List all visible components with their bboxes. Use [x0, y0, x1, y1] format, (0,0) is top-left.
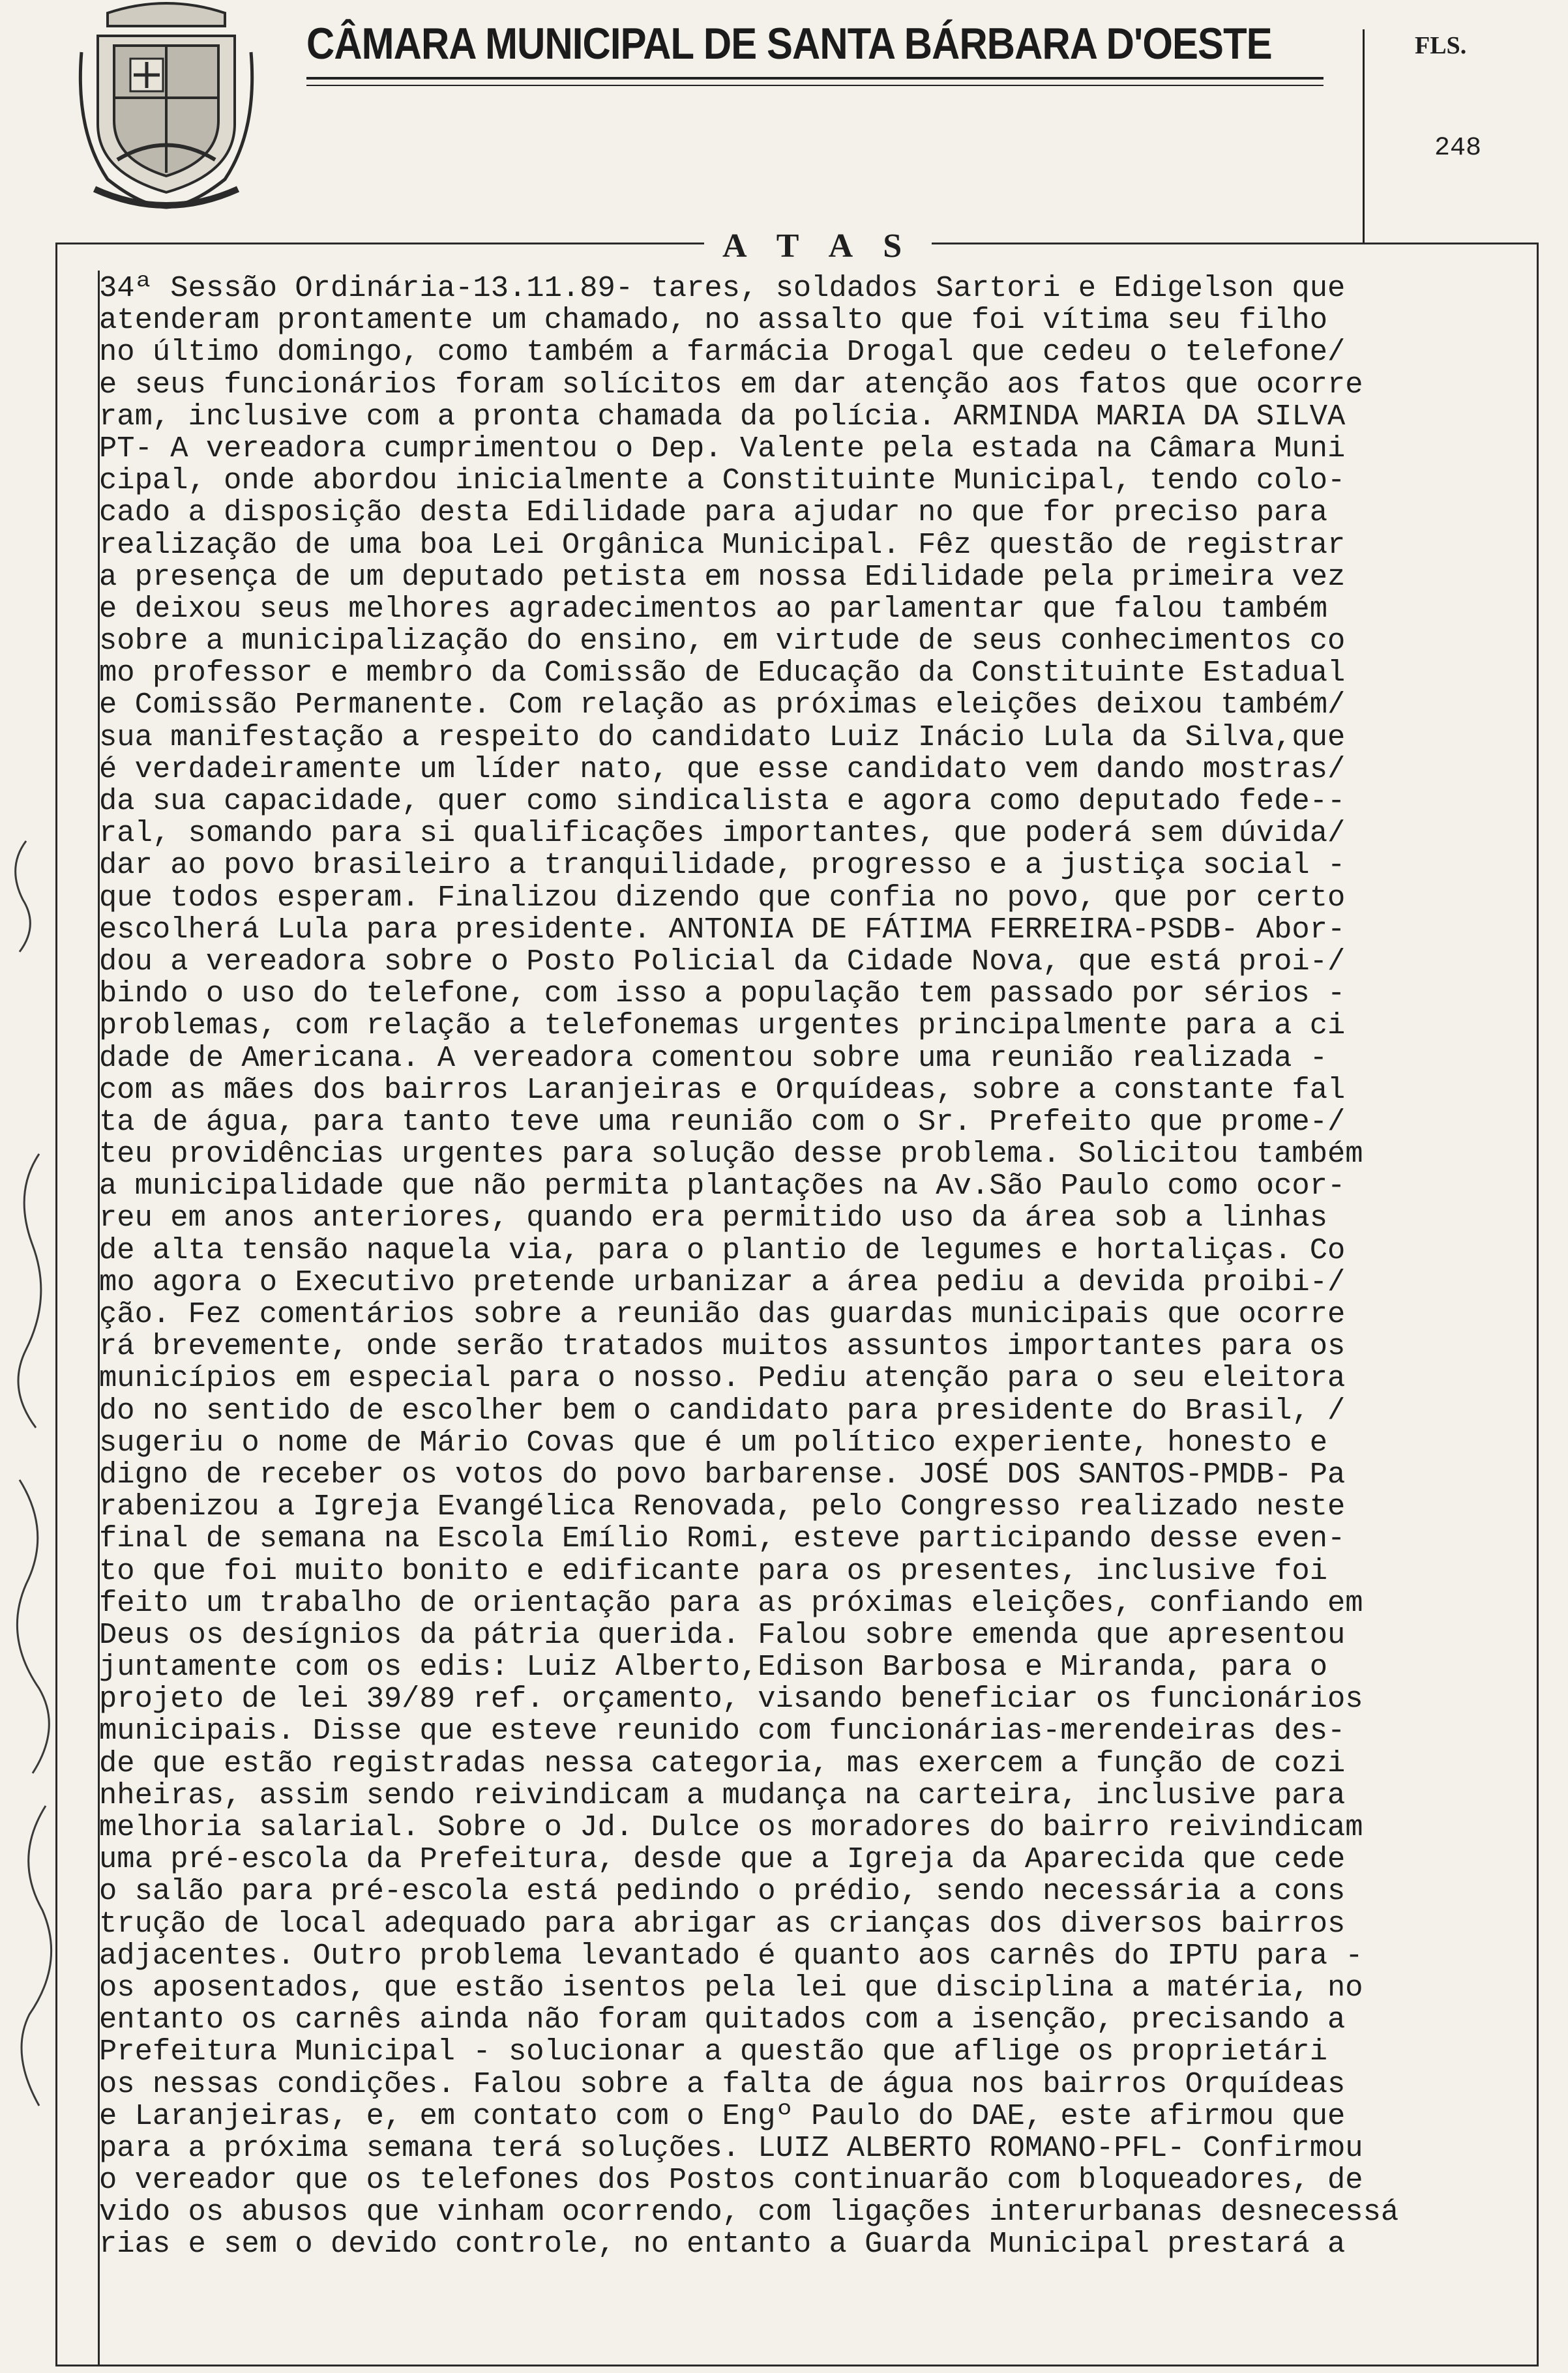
text-line: cipal, onde abordou inicialmente a Constituinte Municipal, tendo colo- — [99, 464, 1346, 498]
text-line: final de semana na Escola Emílio Romi, esteve participando desse even- — [99, 1522, 1346, 1556]
text-line: Deus os desígnios da pátria querida. Falou sobre emenda que apresentou — [99, 1617, 1346, 1652]
text-line: o vereador que os telefones dos Postos continuarão com bloqueadores, de — [99, 2163, 1363, 2198]
text-line: de alta tensão naquela via, para o plantio de legumes e hortaliças. Co — [99, 1233, 1346, 1267]
municipal-coat-of-arms — [68, 0, 264, 212]
text-line: vido os abusos que vinham ocorrendo, com ligações interurbanas desnecessá — [99, 2195, 1399, 2230]
section-title: A T A S — [704, 227, 932, 265]
text-line: rabenizou a Igreja Evangélica Renovada, pelo Congresso realizado neste — [99, 1490, 1346, 1524]
text-line: rias e sem o devido controle, no entanto a Guarda Municipal prestará a — [99, 2227, 1346, 2262]
text-line: rá brevemente, onde serão tratados muitos assuntos importantes para os — [99, 1329, 1346, 1364]
text-line: para a próxima semana terá soluções. LUIZ ALBERTO ROMANO-PFL- Confirmou — [99, 2130, 1363, 2165]
text-line: e deixou seus melhores agradecimentos ao parlamentar que falou também — [99, 591, 1328, 626]
text-line: nheiras, assim sendo reivindicam a mudança na carteira, inclusive para — [99, 1778, 1346, 1812]
text-line: adjacentes. Outro problema levantado é quanto aos carnês do IPTU para - — [99, 1938, 1363, 1973]
text-line: de que estão registradas nessa categoria, mas exercem a função de cozi — [99, 1746, 1346, 1780]
text-line: bindo o uso do telefone, com isso a população tem passado por sérios - — [99, 977, 1346, 1011]
text-line: os nessas condições. Falou sobre a falta de água nos bairros Orquídeas — [99, 2067, 1346, 2101]
text-line: a municipalidade que não permita plantações na Av.São Paulo como ocor- — [99, 1169, 1346, 1203]
header-rule — [306, 77, 1324, 80]
text-line: e Laranjeiras, e, em contato com o Engº Paulo do DAE, este afirmou que — [99, 2099, 1346, 2133]
text-line: sobre a municipalização do ensino, em virtude de seus conhecimentos co — [99, 624, 1346, 658]
text-line: projeto de lei 39/89 ref. orçamento, visando beneficiar os funcionários — [99, 1682, 1363, 1717]
text-line: ral, somando para si qualificações importantes, que poderá sem dúvida/ — [99, 816, 1346, 851]
institution-name: CÂMARA MUNICIPAL DE SANTA BÁRBARA D'OESTE — [306, 19, 1272, 68]
text-line: cado a disposição desta Edilidade para ajudar no que for preciso para — [99, 495, 1328, 530]
text-line: feito um trabalho de orientação para as próximas eleições, confiando em — [99, 1585, 1363, 1620]
text-line: realização de uma boa Lei Orgânica Municipal. Fêz questão de registrar — [99, 527, 1346, 562]
text-line: do no sentido de escolher bem o candidato para presidente do Brasil, / — [99, 1393, 1346, 1428]
text-line: com as mães dos bairros Laranjeiras e Orquídeas, sobre a constante fal — [99, 1072, 1346, 1107]
text-line: e Comissão Permanente. Com relação as próximas eleições deixou também/ — [99, 688, 1346, 722]
text-line: melhoria salarial. Sobre o Jd. Dulce os moradores do bairro reivindicam — [99, 1810, 1363, 1844]
text-line: entanto os carnês ainda não foram quitados com a isenção, precisando a — [99, 2003, 1346, 2037]
text-line: escolherá Lula para presidente. ANTONIA DE FÁTIMA FERREIRA-PSDB- Abor- — [99, 912, 1346, 947]
header-divider — [1363, 29, 1365, 244]
text-line: to que foi muito bonito e edificante para os presentes, inclusive foi — [99, 1554, 1328, 1588]
text-line: a presença de um deputado petista em nossa Edilidade pela primeira vez — [99, 559, 1346, 594]
text-line: que todos esperam. Finalizou dizendo que confia no povo, que por certo — [99, 880, 1346, 915]
text-line: 34ª Sessão Ordinária-13.11.89- tares, soldados Sartori e Edigelson que — [99, 271, 1346, 305]
text-line: sugeriu o nome de Mário Covas que é um político experiente, honesto e — [99, 1425, 1328, 1460]
text-line: ção. Fez comentários sobre a reunião das guardas municipais que ocorre — [99, 1297, 1346, 1331]
text-line: digno de receber os votos do povo barbarense. JOSÉ DOS SANTOS-PMDB- Pa — [99, 1457, 1346, 1492]
minutes-body — [99, 273, 1507, 2261]
text-line: Prefeitura Municipal - solucionar a questão que aflige os proprietári — [99, 2035, 1328, 2069]
text-line: trução de local adequado para abrigar as crianças dos diversos bairros — [99, 1906, 1346, 1941]
text-line: dou a vereadora sobre o Posto Policial da Cidade Nova, que está proi-/ — [99, 944, 1346, 979]
text-line: problemas, com relação a telefonemas urgentes principalmente para a ci — [99, 1009, 1346, 1043]
text-line: municipais. Disse que esteve reunido com funcionárias-merendeiras des- — [99, 1714, 1346, 1748]
text-line: no último domingo, como também a farmácia Drogal que cedeu o telefone/ — [99, 335, 1346, 370]
text-line: os aposentados, que estão isentos pela lei que disciplina a matéria, no — [99, 1970, 1363, 2005]
text-line: e seus funcionários foram solícitos em dar atenção aos fatos que ocorre — [99, 367, 1363, 402]
text-line: municípios em especial para o nosso. Pediu atenção para o seu eleitora — [99, 1361, 1346, 1396]
text-line: o salão para pré-escola está pedindo o prédio, sendo necessária a cons — [99, 1874, 1346, 1909]
text-line: dade de Americana. A vereadora comentou sobre uma reunião realizada - — [99, 1040, 1328, 1075]
text-line: teu providências urgentes para solução desse problema. Solicitou também — [99, 1137, 1363, 1172]
header-rule-thin — [306, 85, 1324, 86]
text-line: mo professor e membro da Comissão de Educação da Constituinte Estadual — [99, 656, 1346, 690]
text-line: é verdadeiramente um líder nato, que esse candidato vem dando mostras/ — [99, 752, 1346, 786]
text-line: mo agora o Executivo pretende urbanizar a área pediu a devida proibi-/ — [99, 1265, 1346, 1299]
sheet-number: 248 — [1434, 134, 1482, 163]
text-line: ta de água, para tanto teve uma reunião com o Sr. Prefeito que prome-/ — [99, 1104, 1346, 1139]
text-line: uma pré-escola da Prefeitura, desde que a Igreja da Aparecida que cede — [99, 1842, 1346, 1877]
sheet-label: FLS. — [1415, 32, 1467, 59]
text-line: dar ao povo brasileiro a tranquilidade, progresso e a justiça social - — [99, 848, 1346, 883]
text-line: da sua capacidade, quer como sindicalista e agora como deputado fede-- — [99, 784, 1346, 818]
margin-signature — [0, 828, 72, 2164]
text-line: juntamente com os edis: Luiz Alberto,Edison Barbosa e Miranda, para o — [99, 1650, 1328, 1685]
text-line: atenderam prontamente um chamado, no assalto que foi vítima seu filho — [99, 303, 1328, 338]
text-line: PT- A vereadora cumprimentou o Dep. Valente pela estada na Câmara Muni — [99, 431, 1346, 465]
text-line: sua manifestação a respeito do candidato Luiz Inácio Lula da Silva,que — [99, 720, 1346, 754]
text-line: reu em anos anteriores, quando era permitido uso da área sob a linhas — [99, 1201, 1328, 1235]
text-line: ram, inclusive com a pronta chamada da polícia. ARMINDA MARIA DA SILVA — [99, 399, 1346, 434]
